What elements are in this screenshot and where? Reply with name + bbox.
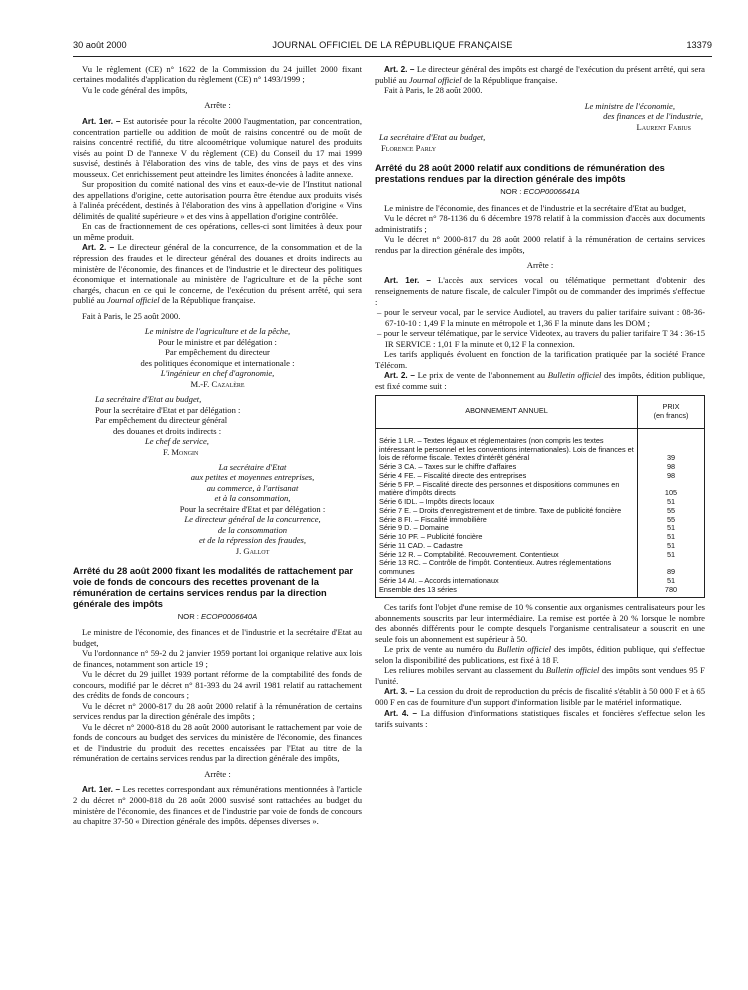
subscription-label: Série 14 AI. – Accords internationaux: [379, 575, 499, 585]
table-row: [376, 428, 705, 463]
journal-officiel-ref: Journal officiel: [106, 295, 160, 306]
paragraph: Sur proposition du comité national des vins et eaux-de-vie de l'Institut national des appellations d'origine, cette autorisation pourra être étendue aux produits visés à l'alinéa précédent, destinés à l'élaboration des vins à appellation d'origine « Vins délimités de qualité supérieure » et des vins à appellation d'origine contrôlée.: [73, 179, 362, 221]
article-label: Art. 3. –: [384, 687, 415, 697]
header-date: 30 août 2000: [73, 40, 127, 50]
paragraph: Le ministre de l'économie, des finances et de l'industrie et la secrétaire d'Etat au budget,: [384, 202, 686, 213]
table-header-price: PRIX (en francs): [638, 395, 705, 428]
subscription-label: Série 13 RC. – Contrôle de l'impôt. Contentieux. Autres réglementations communes: [379, 558, 612, 577]
subscription-label: Série 1 LR. – Textes légaux et réglementaires (non compris les textes intéressant le personnel et les conventions internationales). Lois de finances et lois de réforme fiscale. Textes d'intérêt général: [379, 435, 634, 463]
article-label: Art. 4. –: [384, 708, 418, 718]
signatory-name: J. Gallot: [235, 545, 270, 556]
subscription-price: 51: [638, 498, 705, 507]
subscription-price: 98: [638, 463, 705, 472]
list-item: – pour le serveur vocal, par le service Audiotel, au travers du palier tarifaire suivant : 08-36-67-10-10 : 1,49 F la minute en métropole et 1,36 F la minute dans les DOM ;: [377, 307, 705, 328]
header-rule: [73, 56, 712, 57]
signature-block-3: La secrétaire d'Etat aux petites et moyennes entreprises, au commerce, à l'artisanat et à la consommation, Pour la secrétaire d'Etat et par délégation : Le directeur général de la concurrence, de la consommation et de la répression des fraudes, J. Gallot: [73, 462, 362, 556]
subscription-label: Série 9 D. – Domaine: [379, 523, 449, 533]
fait-a-paris: Fait à Paris, le 28 août 2000.: [384, 85, 483, 96]
page-number: 13379: [686, 40, 712, 50]
article-label: Art. 1er. –: [384, 276, 431, 286]
subscription-price: 55: [638, 516, 705, 525]
table-row: [376, 481, 705, 499]
subscription-label: Série 4 FE. – Fiscalité directe des entreprises: [379, 470, 527, 480]
arrete-label: Arrête :: [204, 100, 231, 111]
table-row: [376, 586, 705, 598]
page-header: [73, 40, 712, 54]
paragraph: Le prix de vente au numéro du Bulletin officiel des impôts, édition publique, qui s'effectue selon la disponibilité des publications, est fixé à 18 F.: [375, 644, 705, 665]
decree-title: Arrêté du 28 août 2000 relatif aux conditions de rémunération des prestations rendues par la direction générale des impôts: [375, 163, 665, 185]
article-4: Art. 4. – La diffusion d'informations statistiques fiscales et foncières s'effectue selon les tarifs suivants :: [375, 707, 705, 729]
subscription-price: 55: [638, 507, 705, 516]
subscription-price: 51: [638, 577, 705, 586]
list-item: – pour le serveur télématique, par le service Videotex, au travers du palier tarifaire T 34 : 36-15 IR SERVICE : 1,01 F la minute et 0,12 F la connexion.: [377, 328, 705, 349]
article-text: Les recettes correspondant aux rémunérations mentionnées à l'article 2 du décret n° 2000-818 du 28 août 2000 susvisé sont rattachées au budget du ministère de l'économie, des finances et de l'industrie par voie de fonds de concours au chapitre 37-50 « Direction générale des impôts. dépenses diverses ».: [73, 784, 362, 827]
arrete-label: Arrête :: [526, 260, 554, 270]
subscription-price: 89: [638, 559, 705, 577]
table-row: [376, 559, 705, 577]
signatory-name: F. Mongin: [163, 446, 199, 457]
article-2: Art. 2. – Le directeur général de la concurrence, de la consommation et de la répression des fraudes et le directeur général des douanes et droits indirects au ministère de l'économie, des finances et de l'industrie et le directeur des politiques économique et internationale au ministère de l'agriculture et de la pêche sont chargés, chacun en ce qui le concerne, de l'exécution du présent arrêté, qui sera publié au Journal officiel de la République française.: [73, 242, 362, 306]
subscription-label: Série 11 CAD. – Cadastre: [379, 540, 463, 550]
bulletin-officiel-ref: Bulletin officiel: [545, 665, 600, 676]
paragraph: Ces tarifs font l'objet d'une remise de 10 % consentie aux organismes centralisateurs pour les abonnements souscrits par leur intermédiaire. La remise est portée à 20 % lorsque le nombre des abonnés différents pour le compte desquels l'organisme centralisateur a souscrit en une seule fois un abonnement est supérieur à 50.: [375, 602, 705, 644]
subscription-label: Série 8 FI. – Fiscalité immobilière: [379, 514, 487, 524]
article-label: Art. 2. –: [384, 371, 415, 381]
signatory-name: M.-F. Cazalère: [190, 378, 245, 389]
paragraph: Vu le décret n° 2000-818 du 28 août 2000 autorisant le rattachement par voie de fonds de concours au budget des services du ministère de l'économie, des finances et de l'industrie du produit des recettes encaissées par l'Etat au titre de la rémunération de certains services rendus par la direction générale des impôts,: [73, 721, 362, 764]
tariff-table: [375, 395, 705, 599]
article-1: Art. 1er. – L'accès aux services vocal ou télématique permettant d'obtenir des renseignements de nature fiscale, de calculer l'impôt ou de commander des imprimés s'effectue :: [375, 275, 705, 307]
decree-title: Arrêté du 28 août 2000 fixant les modalités de rattachement par voie de fonds de concours des recettes provenant de la rémunération de certains services rendus par la direction générale des impôts: [73, 566, 354, 610]
arrete-label: Arrête :: [204, 768, 231, 779]
paragraph: En cas de fractionnement de ces opérations, celles-ci sont limitées à deux pour un même produit.: [73, 221, 362, 242]
table-header-subscription: ABONNEMENT ANNUEL: [376, 395, 638, 428]
fait-a-paris: Fait à Paris, le 25 août 2000.: [82, 310, 181, 321]
signature-block-2: La secrétaire d'Etat au budget, Pour la secrétaire d'Etat et par délégation : Par empêchement du directeur général des douanes et droits indirects : Le chef de service, F. Mongin: [73, 394, 362, 457]
signature-block-1: Le ministre de l'agriculture et de la pêche, Pour le ministre et par délégation : Par empêchement du directeur des politiques économique et internationale : L'ingénieur en chef d'agronomie, M.-F. Cazalère: [73, 326, 362, 389]
article-label: Art. 1er. –: [82, 785, 121, 795]
subscription-price: 51: [638, 524, 705, 533]
subscription-label: Série 3 CA. – Taxes sur le chiffre d'affaires: [379, 462, 517, 472]
subscription-label: Série 5 FP. – Fiscalité directe des personnes et dispositions communes en matière d'impôts directs: [379, 479, 620, 498]
article-text: Est autorisée pour la récolte 2000 l'augmentation, par concentration, concentration partielle ou addition de moût de raisins concentré ou de moût de raisins concentré rectifié, du titre alcoométrique volumique naturel des produits visés au point D de l'annexe V du règlement (CE) du Conseil du 17 mai 1999 susvisé, destinés à l'élaboration des vins de table, des vins de pays et des vins mousseux. Cet enrichissement peut atteindre les limites énoncées à ladite annexe.: [73, 115, 362, 179]
nor-reference: NOR : ECOP0006640A: [177, 612, 258, 622]
left-column: [73, 64, 362, 827]
journal-officiel-ref: Journal officiel: [408, 75, 462, 85]
paragraph: Vu le code général des impôts,: [82, 84, 188, 95]
subscription-price: 105: [638, 481, 705, 499]
article-label: Art. 2. –: [384, 65, 415, 74]
signatory-name: Laurent Fabius: [636, 121, 691, 132]
paragraph: Le ministre de l'économie, des finances et de l'industrie et la secrétaire d'Etat au budget,: [73, 627, 362, 648]
subscription-price: 780: [638, 586, 705, 598]
paragraph: Vu le règlement (CE) n° 1622 de la Commission du 24 juillet 2000 fixant certaines modalités d'application du règlement (CE) n° 1493/1999 ;: [73, 64, 362, 85]
signatory-name: Florence Parly: [381, 142, 437, 153]
subscription-label: Série 10 PF. – Publicité foncière: [379, 532, 483, 542]
article-1: [73, 784, 362, 826]
article-text: Le directeur général de la concurrence, de la consommation et de la répression des fraudes et le directeur général des douanes et droits indirects au ministère de l'économie, des finances et de l'industrie et le directeur des politiques économique et internationale au ministère de l'agriculture et de la pêche sont chargés, chacun en ce qui le concerne, de l'exécution du présent arrêté, qui sera publié au: [73, 242, 362, 306]
right-column: [375, 64, 705, 729]
subscription-label: Série 7 E. – Droits d'enregistrement et de timbre. Taxe de publicité foncière: [379, 505, 622, 515]
article-2: Art. 2. – Le directeur général des impôts est chargé de l'exécution du présent arrêté, qui sera publié au Journal officiel de la République française.: [375, 64, 705, 85]
bulletin-officiel-ref: Bulletin officiel: [547, 370, 602, 381]
subscription-label: Série 12 R. – Comptabilité. Recouvrement. Contentieux: [379, 549, 559, 559]
paragraph: Les tarifs appliqués évoluent en fonction de la tarification pratiquée par la société France Télécom.: [375, 349, 705, 370]
subscription-price: 51: [638, 533, 705, 542]
paragraph: Les reliures mobiles servant au classement du Bulletin officiel des impôts sont vendues 95 F l'unité.: [375, 665, 705, 686]
article-label: Art. 2. –: [82, 243, 115, 253]
article-label: Art. 1er. –: [82, 116, 121, 126]
bulletin-officiel-ref: Bulletin officiel: [497, 644, 552, 655]
article-3: Art. 3. – La cession du droit de reproduction du précis de fiscalité s'établit à 50 000 F et à 65 000 F en cas de fourniture d'un support d'information lisible par le matériel informatique.: [375, 686, 705, 708]
subscription-price: 39: [638, 428, 705, 463]
subscription-price: 51: [638, 542, 705, 551]
nor-reference: NOR : ECOP0006641A: [500, 187, 580, 197]
signature-block-4: Le ministre de l'économie, des finances et de l'industrie, Laurent Fabius La secrétaire d'Etat au budget, Florence Parly: [375, 101, 705, 153]
article-2: Art. 2. – Le prix de vente de l'abonnement au Bulletin officiel des impôts, édition publique, est fixé comme suit :: [375, 370, 705, 392]
paragraph: Vu l'ordonnance n° 59-2 du 2 janvier 1959 portant loi organique relative aux lois de finances, notamment son article 19 ;: [73, 648, 362, 669]
paragraph: Vu le décret n° 2000-817 du 28 août 2000 relatif à la rémunération de certains services rendus par la direction générale des impôts,: [375, 234, 705, 255]
paragraph: Vu le décret n° 78-1136 du 6 décembre 1978 relatif à la commission d'accès aux documents administratifs ;: [375, 213, 705, 234]
paragraph: Vu le décret du 29 juillet 1939 portant réforme de la comptabilité des fonds de concours, modifié par le décret n° 81-393 du 24 avril 1981 relatif au rattachement des crédits de fonds de concours ;: [73, 669, 362, 701]
article-1: [73, 116, 362, 179]
paragraph: Vu le décret n° 2000-817 du 28 août 2000 relatif à la rémunération de certains services rendus par la direction générale des impôts ;: [73, 700, 362, 722]
journal-title: JOURNAL OFFICIEL DE LA RÉPUBLIQUE FRANÇAISE: [272, 40, 513, 50]
subscription-label: Ensemble des 13 séries: [379, 584, 457, 594]
subscription-price: 51: [638, 551, 705, 560]
subscription-price: 98: [638, 472, 705, 481]
subscription-label: Série 6 IDL. – Impôts directs locaux: [379, 497, 495, 507]
